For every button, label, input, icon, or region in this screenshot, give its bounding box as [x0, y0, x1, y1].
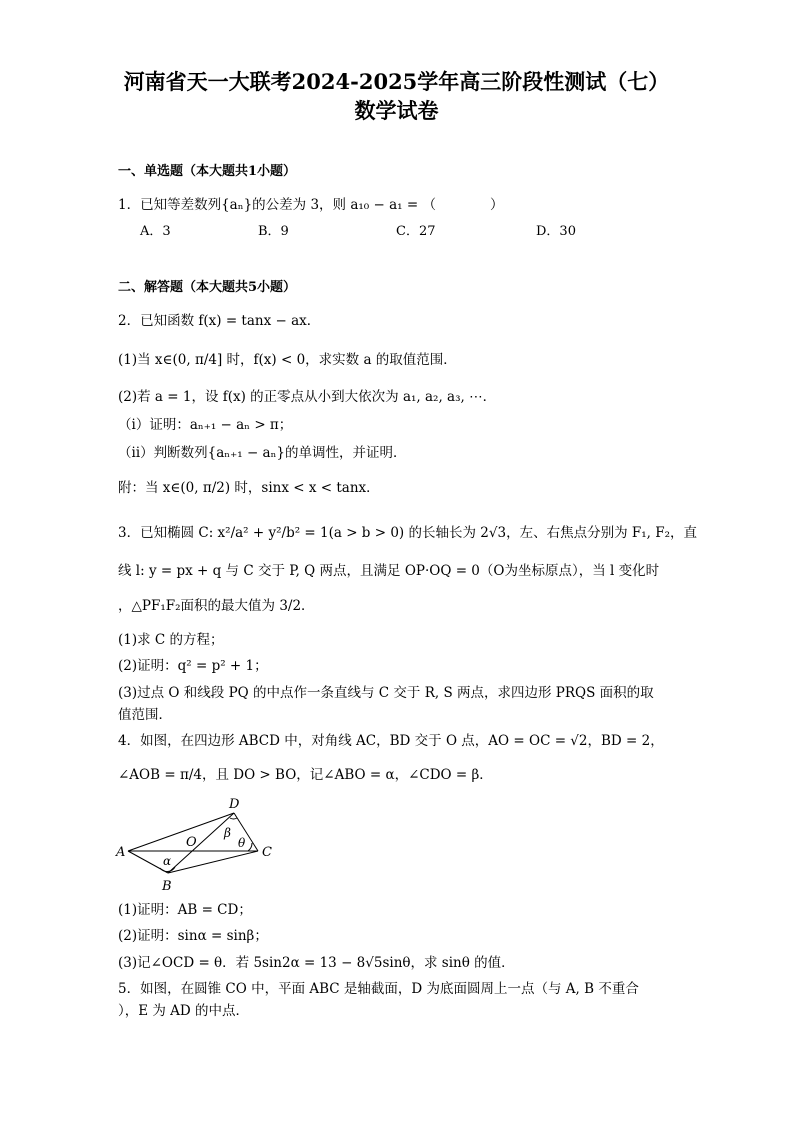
- q5-line2: ），E 为 AD 的中点．: [118, 1003, 250, 1019]
- q1-option-c: C．27: [396, 224, 436, 239]
- q2-part2-ii: （ⅱ）判断数列{aₙ₊₁ − aₙ}的单调性，并证明．: [118, 445, 407, 461]
- vertex-c-label: C: [262, 845, 272, 860]
- angle-theta-label: θ: [238, 836, 246, 850]
- point-o-label: O: [186, 835, 197, 850]
- q3-part3-a: (3)过点 O 和线段 PQ 的中点作一条直线与 C 交于 R, S 两点，求四边形 PRQS 面积的取: [118, 685, 654, 701]
- page-subtitle: 数学试卷: [354, 98, 439, 123]
- q1-option-b: B．9: [258, 224, 289, 239]
- vertex-b-label: B: [162, 879, 172, 894]
- q2-stem: 2．已知函数 f(x) = tanx − ax．: [118, 313, 321, 329]
- q3-line3: ，△PF₁F₂面积的最大值为 3/2．: [118, 598, 315, 614]
- q2-part2: (2)若 a = 1，设 f(x) 的正零点从小到大依次为 a₁, a₂, a₃, ⋯．: [118, 389, 497, 405]
- quadrilateral-figure: [112, 795, 282, 895]
- q4-part1: (1)证明：AB = CD；: [118, 902, 252, 918]
- q1-option-d: D．30: [536, 224, 576, 239]
- q3-part2: (2)证明：q² = p² + 1；: [118, 658, 268, 674]
- q3-line2: 线 l: y = px + q 与 C 交于 P, Q 两点，且满足 OP·OQ = 0（O为坐标原点），当 l 变化时: [118, 563, 660, 579]
- q1-stem: 1．已知等差数列{aₙ}的公差为 3，则 a₁₀ − a₁ = （ ）: [118, 197, 504, 213]
- q4-part2: (2)证明：sinα = sinβ；: [118, 928, 268, 944]
- q1-option-a: A．3: [140, 224, 171, 239]
- q3-part1: (1)求 C 的方程；: [118, 632, 224, 648]
- angle-beta-label: β: [224, 826, 231, 840]
- q5-line1: 5．如图，在圆锥 CO 中，平面 ABC 是轴截面，D 为底面圆周上一点（与 A, B 不重合: [118, 981, 639, 997]
- q3-part3-b: 值范围．: [118, 707, 172, 723]
- section-answer: 二、解答题（本大题共5小题）: [118, 280, 297, 295]
- q2-part1: (1)当 x∈(0, π/4] 时，f(x) < 0，求实数 a 的取值范围．: [118, 352, 457, 368]
- vertex-a-label: A: [116, 845, 126, 860]
- q4-part3: (3)记∠OCD = θ．若 5sin2α = 13 − 8√5sinθ，求 sinθ 的值．: [118, 955, 515, 971]
- q2-part2-i: （ⅰ）证明：aₙ₊₁ − aₙ > π；: [118, 417, 293, 433]
- q3-line1: 3．已知椭圆 C: x²/a² + y²/b² = 1(a > b > 0) 的长轴长为 2√3，左、右焦点分别为 F₁, F₂，直: [118, 525, 697, 541]
- vertex-d-label: D: [229, 797, 240, 812]
- q4-line2: ∠AOB = π/4，且 DO > BO，记∠ABO = α，∠CDO = β．: [118, 767, 493, 783]
- section-single-choice: 一、单选题（本大题共1小题）: [118, 164, 297, 179]
- q2-note: 附：当 x∈(0, π/2) 时，sinx < x < tanx．: [118, 480, 380, 496]
- angle-alpha-label: α: [163, 854, 172, 868]
- q4-line1: 4．如图，在四边形 ABCD 中，对角线 AC，BD 交于 O 点，AO = OC = √2，BD = 2，: [118, 733, 664, 749]
- page-title: 河南省天一大联考2024-2025学年高三阶段性测试（七）: [123, 69, 670, 94]
